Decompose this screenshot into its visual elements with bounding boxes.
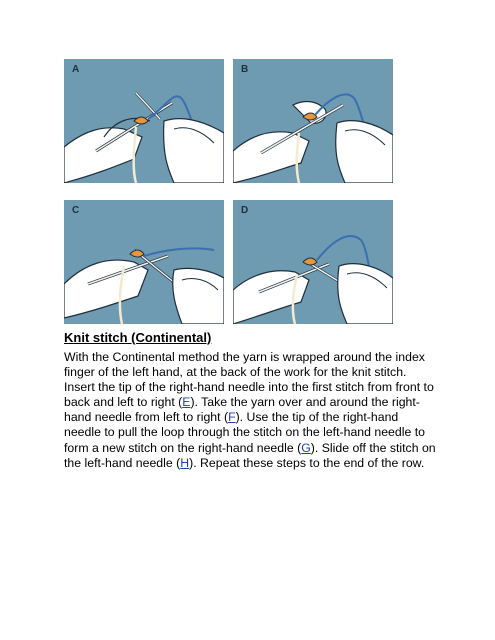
link-f[interactable]: F <box>228 410 236 425</box>
paragraph-text: ). Use the tip of the right-hand needle to pull the loop through the stitch on the left-hand needle to form a new stitch on the right-hand needle ( <box>64 410 425 455</box>
paragraph-text: ). Repeat these steps to the end of the row. <box>189 455 425 470</box>
link-g[interactable]: G <box>301 440 311 455</box>
paragraph-text: With the Continental method the yarn is wrapped around the index finger of the left hand, at the back of the work for the knit stitch. Insert the tip of the right-hand needle into the first stitch from front to back and left to right ( <box>64 350 434 410</box>
panel-letter: D <box>241 205 249 216</box>
knitting-hands-drawing-a <box>64 59 224 183</box>
paragraph-text: ). Slide off the stitch on the left-hand needle ( <box>64 440 436 470</box>
illustration-d <box>233 200 393 324</box>
link-h[interactable]: H <box>180 455 190 470</box>
section-heading: Knit stitch (Continental) <box>64 330 212 345</box>
knitting-hands-drawing-b <box>233 59 393 183</box>
panel-letter: C <box>72 205 80 216</box>
panel-letter: B <box>241 64 249 75</box>
paragraph-text: ). Take the yarn over and around the right-hand needle from left to right ( <box>64 395 420 425</box>
illustration-c <box>64 200 224 324</box>
instructions-paragraph <box>64 350 436 471</box>
panel-letter: A <box>72 64 80 75</box>
illustration-b <box>233 59 393 183</box>
illustration-a <box>64 59 224 183</box>
link-e[interactable]: E <box>182 395 191 410</box>
knitting-hands-drawing-c <box>64 200 224 324</box>
knitting-hands-drawing-d <box>233 200 393 324</box>
